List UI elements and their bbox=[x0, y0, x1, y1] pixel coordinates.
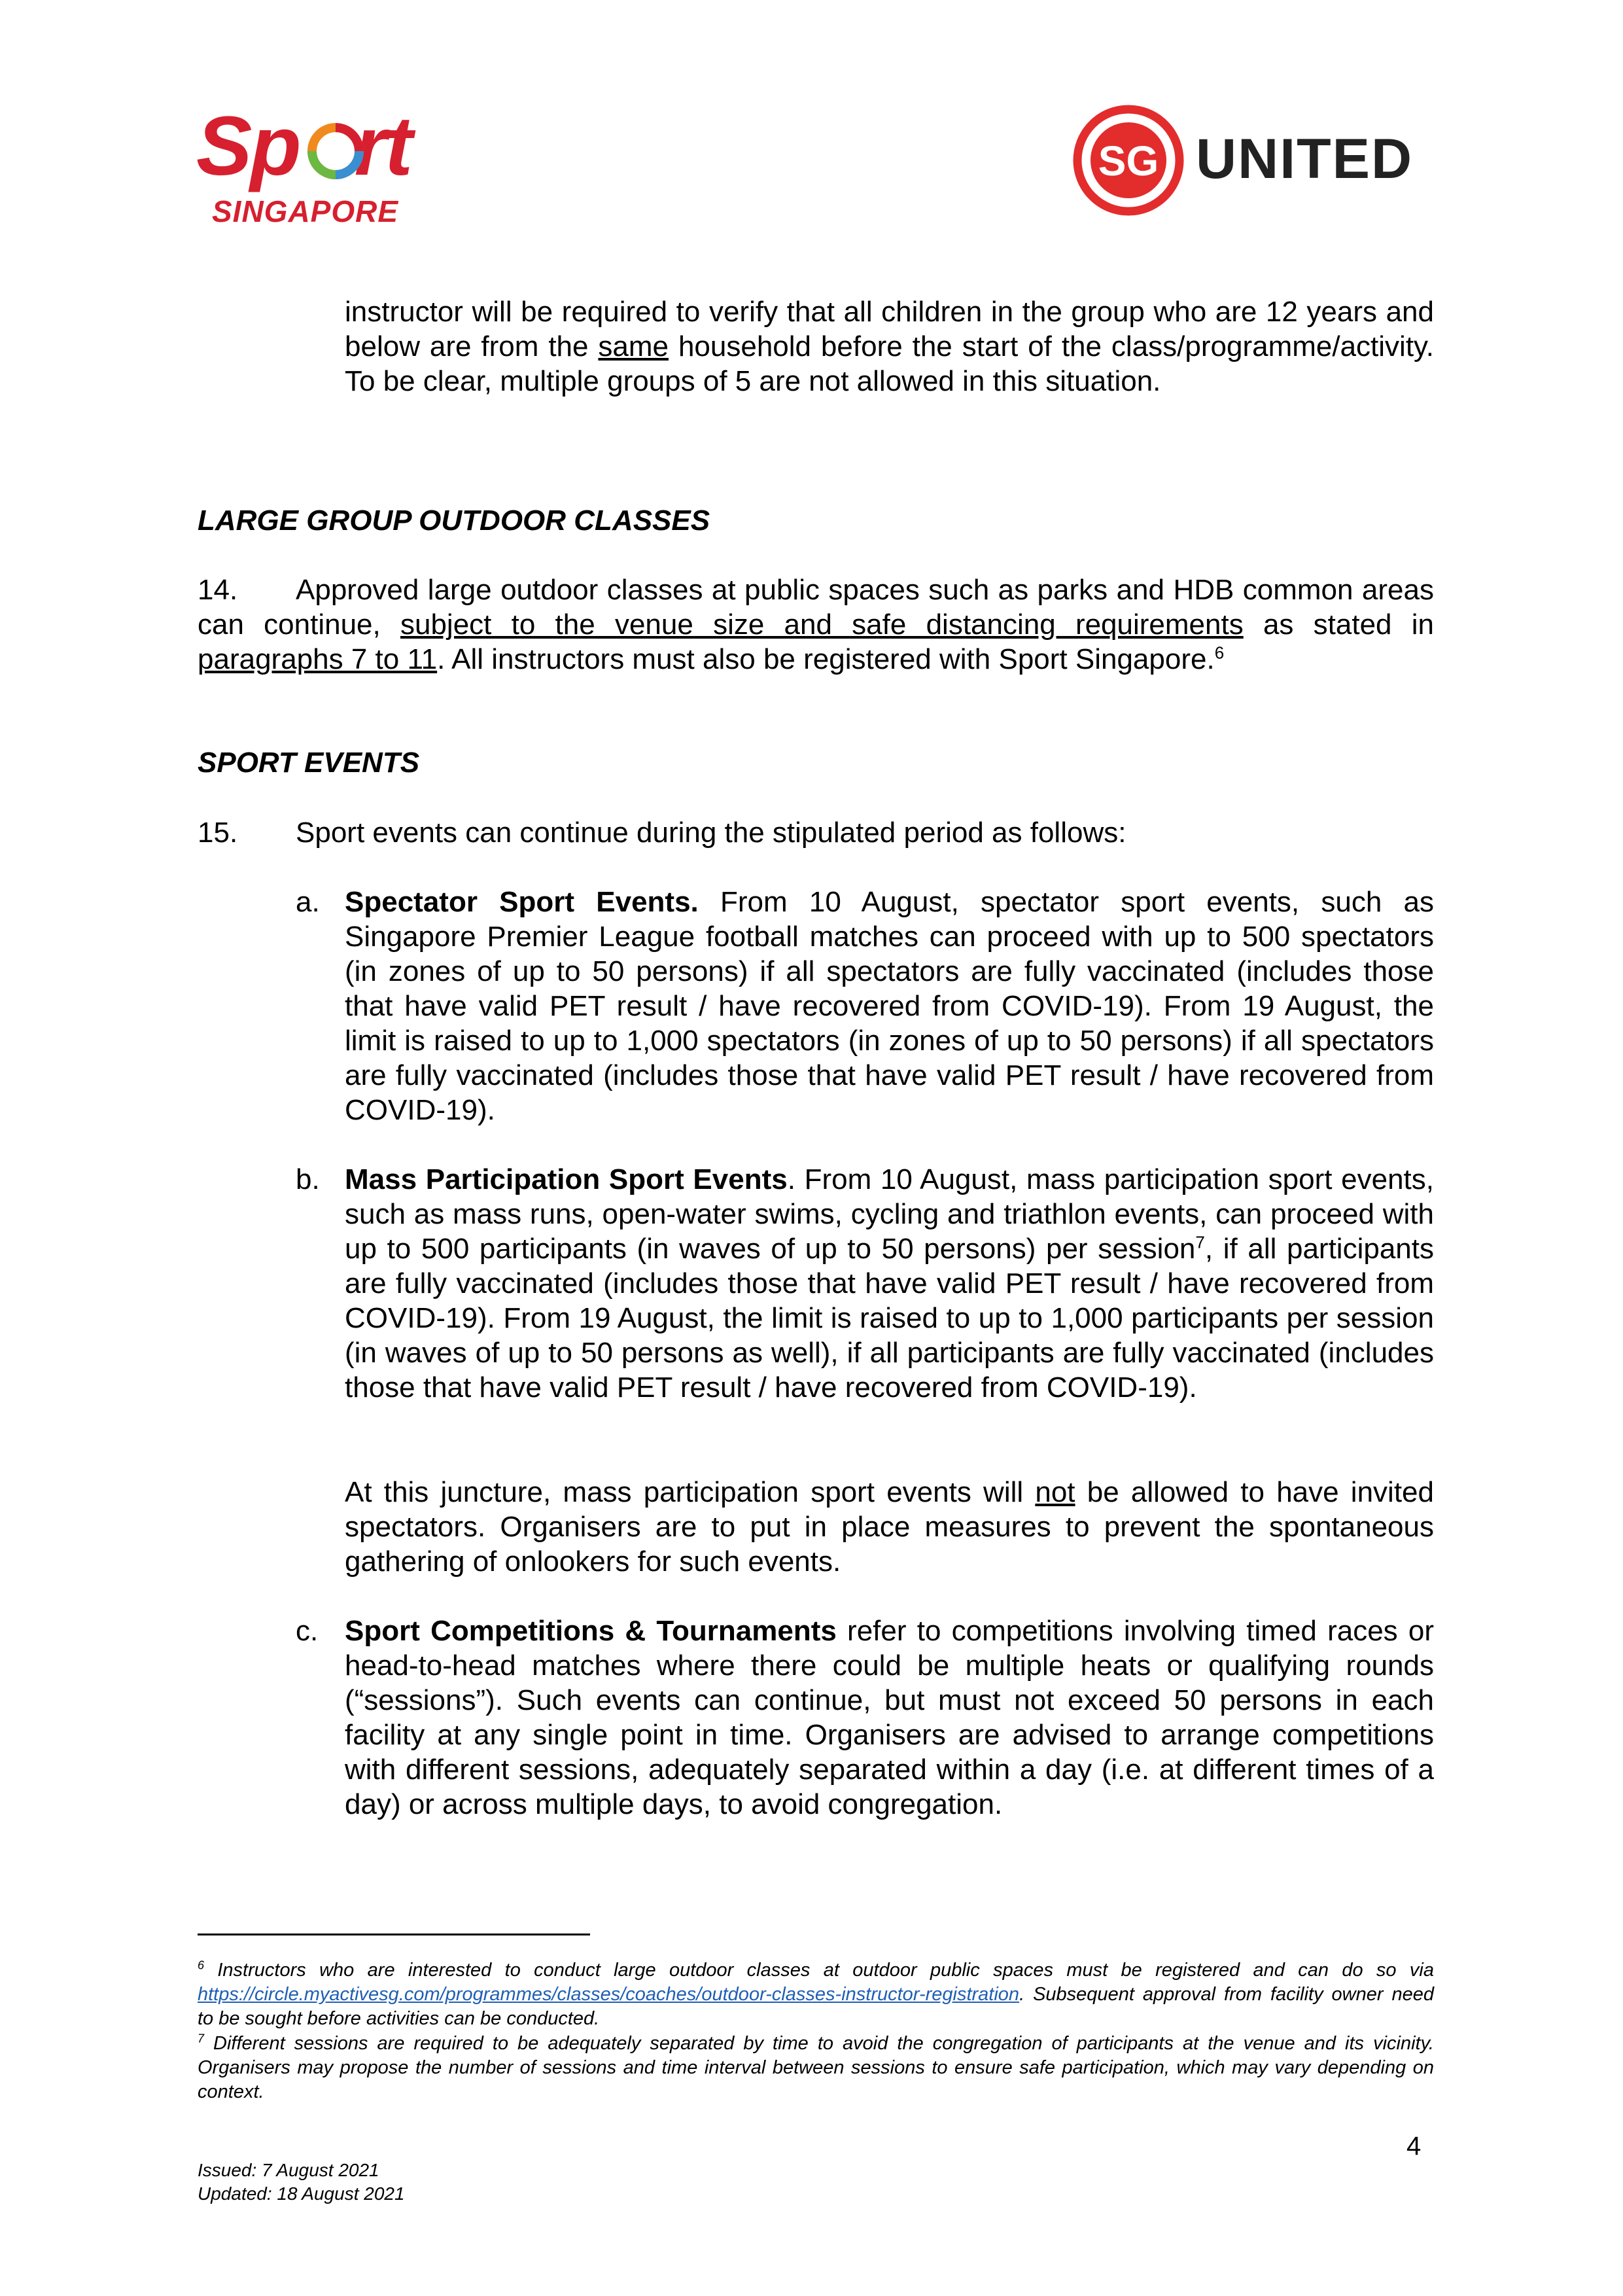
item-b-mass-participation: Mass Participation Sport Events. From 10 August, mass participation sport events, such as mass runs, open-water swims, cycling and triathlon events, can proceed with up to 500 participants (in waves of up to 50 persons) per session$^7$, if all participants are fully vaccinated (includes those that have valid PET result / have recovered from COVID-19). From 19 August, the limit is raised to up to 1,000 participants per session (in waves of up to 50 persons as well), if all participants are fully vaccinated (includes those that have valid PET result / have recovered from COVID-19). bbox=[345, 1163, 1434, 1404]
footnote-ref-6: 6 bbox=[1214, 643, 1225, 663]
item-b-note: At this juncture, mass participation sport events will not be allowed to have invited spectators. Organisers are to put in place measures to prevent the spontaneous gathering of onlookers for such events. bbox=[345, 1476, 1434, 1578]
sport-wordmark: Sp rt bbox=[196, 99, 411, 193]
emphasis-same: same bbox=[598, 330, 669, 362]
item-c-competitions: Sport Competitions & Tournaments refer to competitions involving timed races or head-to-head matches where there could be multiple heats or qualifying rounds (“sessions”). Such events can continue, but must not exceed 50 persons in each facility at any single point in time. Organisers are advised to arrange competitions with different sessions, adequately separated within a day (i.e. at different times of a day) or across multiple days, to avoid congregation. bbox=[345, 1615, 1435, 1820]
paragraph-15-intro: Sport events can continue during the stipulated period as follows: bbox=[296, 817, 1126, 849]
sg-badge-icon bbox=[1073, 105, 1184, 216]
venue-size-link-text: subject to the venue size and safe distancing requirements bbox=[400, 609, 1244, 641]
emphasis-not: not bbox=[1035, 1476, 1075, 1508]
sport-singapore-subtitle: SINGAPORE bbox=[212, 194, 399, 228]
item-b-letter: b. bbox=[296, 1163, 320, 1195]
updated-date: Updated: 18 August 2021 bbox=[198, 2183, 405, 2204]
item-c-letter: c. bbox=[296, 1615, 319, 1647]
registration-link[interactable]: https://circle.myactivesg.com/programmes/classes/coaches/outdoor-classes-instructor-registration bbox=[198, 1984, 1020, 2005]
intro-paragraph: instructor will be required to verify that all children in the group who are 12 years and below are from the same household before the start of the class/programme/activity. To be clear, multiple groups of 5 are not allowed in this situation. bbox=[345, 296, 1434, 397]
issued-date: Issued: 7 August 2021 bbox=[198, 2160, 379, 2180]
sg-united-word: UNITED bbox=[1196, 128, 1414, 190]
footnote-separator bbox=[198, 1934, 590, 1935]
sport-singapore-logo bbox=[196, 99, 445, 229]
footnote-ref-7: 7 bbox=[1195, 1232, 1205, 1252]
page-number: 4 bbox=[1406, 2132, 1422, 2161]
paragraph-15-number: 15. bbox=[198, 817, 238, 849]
sport-events-heading: SPORT EVENTS bbox=[198, 747, 420, 779]
paragraphs-ref: paragraphs 7 to 11 bbox=[198, 643, 438, 675]
item-a-letter: a. bbox=[296, 886, 320, 918]
sg-badge-text: SG bbox=[1098, 137, 1159, 185]
footnote-6: $^6$ Instructors who are interested to conduct large outdoor classes at outdoor public spaces must be registered and can do so via https://circle.myactivesg.com/programmes/classes/coaches/outdoor-classes-instructor-registration. Subsequent approval from facility owner need to be sought before activities can be conducted. bbox=[198, 1958, 1434, 2029]
footnote-7: $^7$ Different sessions are required to be adequately separated by time to avoid the congregation of participants at the venue and its vicinity. Organisers may propose the number of sessions and time interval between sessions to ensure safe participation, which may vary depending on context. bbox=[198, 2032, 1434, 2102]
paragraph-14: Approved large outdoor classes at public spaces such as parks and HDB common areas can continue, subject to the venue size and safe distancing requirements as stated in paragraphs 7 to 11. All instructors must also be registered with Sport Singapore.$^6$ bbox=[198, 574, 1435, 675]
sport-swirl-icon bbox=[306, 122, 365, 181]
item-a-spectator-events: Spectator Sport Events. From 10 August, spectator sport events, such as Singapore Premier League football matches can proceed with up to 500 spectators (in zones of up to 50 persons) if all spectators are fully vaccinated (includes those that have valid PET result / have recovered from COVID-19). From 19 August, the limit is raised to up to 1,000 spectators (in zones of up to 50 persons) if all spectators are fully vaccinated (includes those that have valid PET result / have recovered from COVID-19). bbox=[345, 886, 1435, 1126]
large-group-heading: LARGE GROUP OUTDOOR CLASSES bbox=[198, 504, 710, 537]
sg-united-logo bbox=[1073, 105, 1426, 216]
paragraph-14-number: 14. bbox=[198, 574, 238, 606]
